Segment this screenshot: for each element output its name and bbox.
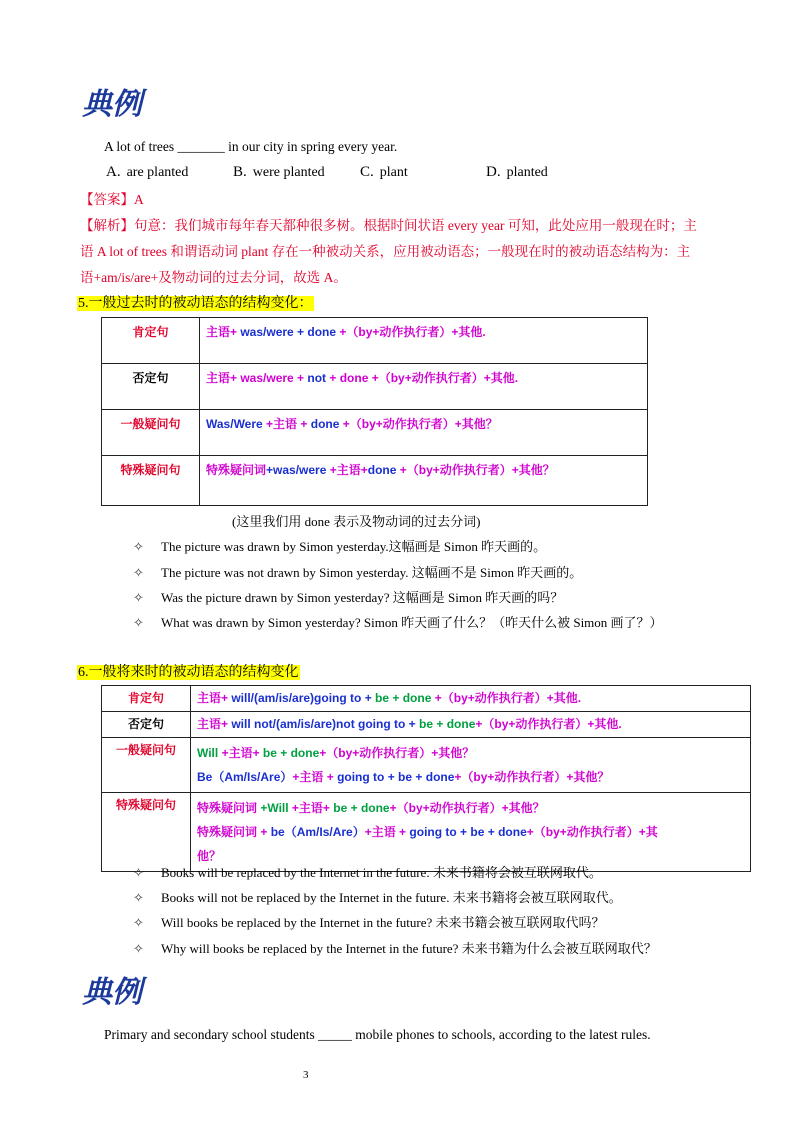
table-note: (这里我们用 done 表示及物动词的过去分词) (232, 514, 481, 529)
past-passive-table (101, 317, 648, 506)
row-structure: 主语+ was/were + not + done +（by+动作执行者）+其他. (200, 364, 648, 410)
bullet-icon: ✧ (133, 590, 144, 605)
row-structure: Will +主语+ be + done+（by+动作执行者）+其他？ Be（Am/Is/Are）+主语 + going to + be + done+（by+动作执行者）+其他？ (191, 738, 751, 793)
example-item: ✧ Will books be replaced by the Internet in the future? 未来书籍会被互联网取代吗？ (133, 915, 605, 930)
example-item: ✧ The picture was drawn by Simon yesterday.这幅画是 Simon 昨天画的。 (133, 539, 547, 554)
future-passive-table (101, 685, 751, 872)
logo-text: 典例 (82, 87, 142, 122)
table-row (102, 686, 751, 712)
page-number: 3 (303, 1069, 309, 1081)
row-label: 否定句 (102, 712, 191, 738)
option-a: A. are planted (106, 164, 189, 180)
analysis-line: 语+am/is/are+及物动词的过去分词，故选 A。 (80, 270, 347, 285)
bullet-icon: ✧ (133, 565, 144, 580)
row-structure: 主语+ will not/(am/is/are)not going to + be + done+（by+动作执行者）+其他. (191, 712, 751, 738)
analysis-line: 【解析】句意：我们城市每年春天都种很多树。根据时间状语 every year 可知，此处应用一般现在时；主 (80, 218, 697, 233)
section-6-heading: 6.一般将来时的被动语态的结构变化 (78, 665, 299, 680)
table-row (102, 410, 648, 456)
bullet-icon: ✧ (133, 865, 144, 880)
table-row (102, 793, 751, 872)
example-item: ✧ The picture was not drawn by Simon yesterday. 这幅画不是 Simon 昨天画的。 (133, 565, 583, 580)
row-label: 肯定句 (102, 318, 200, 364)
table-row (102, 738, 751, 793)
example-logo (80, 82, 160, 122)
row-label: 特殊疑问句 (102, 456, 200, 506)
question-1: A lot of trees _______ in our city in spring every year. (104, 139, 398, 154)
row-structure: 主语+ will/(am/is/are)going to + be + done +（by+动作执行者）+其他. (191, 686, 751, 712)
bullet-icon: ✧ (133, 890, 144, 905)
row-structure: 主语+ was/were + done +（by+动作执行者）+其他. (200, 318, 648, 364)
row-label: 特殊疑问句 (102, 793, 191, 872)
option-b: B. were planted (233, 164, 325, 180)
analysis (80, 213, 730, 291)
question-2: Primary and secondary school students _____ mobile phones to schools, according to the latest rules. (104, 1027, 651, 1042)
option-c: C. plant (360, 164, 408, 180)
table-row (102, 364, 648, 410)
example-item: ✧ Books will be replaced by the Internet in the future. 未来书籍将会被互联网取代。 (133, 865, 602, 880)
example-logo (80, 970, 160, 1010)
table-row (102, 712, 751, 738)
bullet-icon: ✧ (133, 915, 144, 930)
row-label: 肯定句 (102, 686, 191, 712)
table-row (102, 318, 648, 364)
row-structure: 特殊疑问词+was/were +主语+done +（by+动作执行者）+其他？ (200, 456, 648, 506)
bullet-icon: ✧ (133, 941, 144, 956)
row-label: 一般疑问句 (102, 738, 191, 793)
bullet-icon: ✧ (133, 615, 144, 630)
example-item: ✧ Books will not be replaced by the Internet in the future. 未来书籍将会被互联网取代。 (133, 890, 622, 905)
answer: 【答案】A (80, 192, 144, 207)
table-row (102, 456, 648, 506)
bullet-icon: ✧ (133, 539, 144, 554)
logo-text: 典例 (82, 975, 142, 1010)
row-label: 一般疑问句 (102, 410, 200, 456)
row-structure: Was/Were +主语 + done +（by+动作执行者）+其他？ (200, 410, 648, 456)
example-item: ✧ What was drawn by Simon yesterday? Simon 昨天画了什么？（昨天什么被 Simon 画了？） (133, 615, 663, 630)
row-structure: 特殊疑问词 +Will +主语+ be + done+（by+动作执行者）+其他？ 特殊疑问词 + be（Am/Is/Are）+主语 + going to + be + done+（by+动作执行者）+其 他？ (191, 793, 751, 872)
example-item: ✧ Why will books be replaced by the Internet in the future? 未来书籍为什么会被互联网取代？ (133, 941, 657, 956)
example-item: ✧ Was the picture drawn by Simon yesterday? 这幅画是 Simon 昨天画的吗？ (133, 590, 564, 605)
option-d: D. planted (486, 164, 548, 180)
section-5-heading: 5.一般过去时的被动语态的结构变化： (78, 296, 313, 311)
row-label: 否定句 (102, 364, 200, 410)
analysis-line: 语 A lot of trees 和谓语动词 plant 存在一种被动关系，应用被动语态；一般现在时的被动语态结构为：主 (80, 244, 691, 259)
